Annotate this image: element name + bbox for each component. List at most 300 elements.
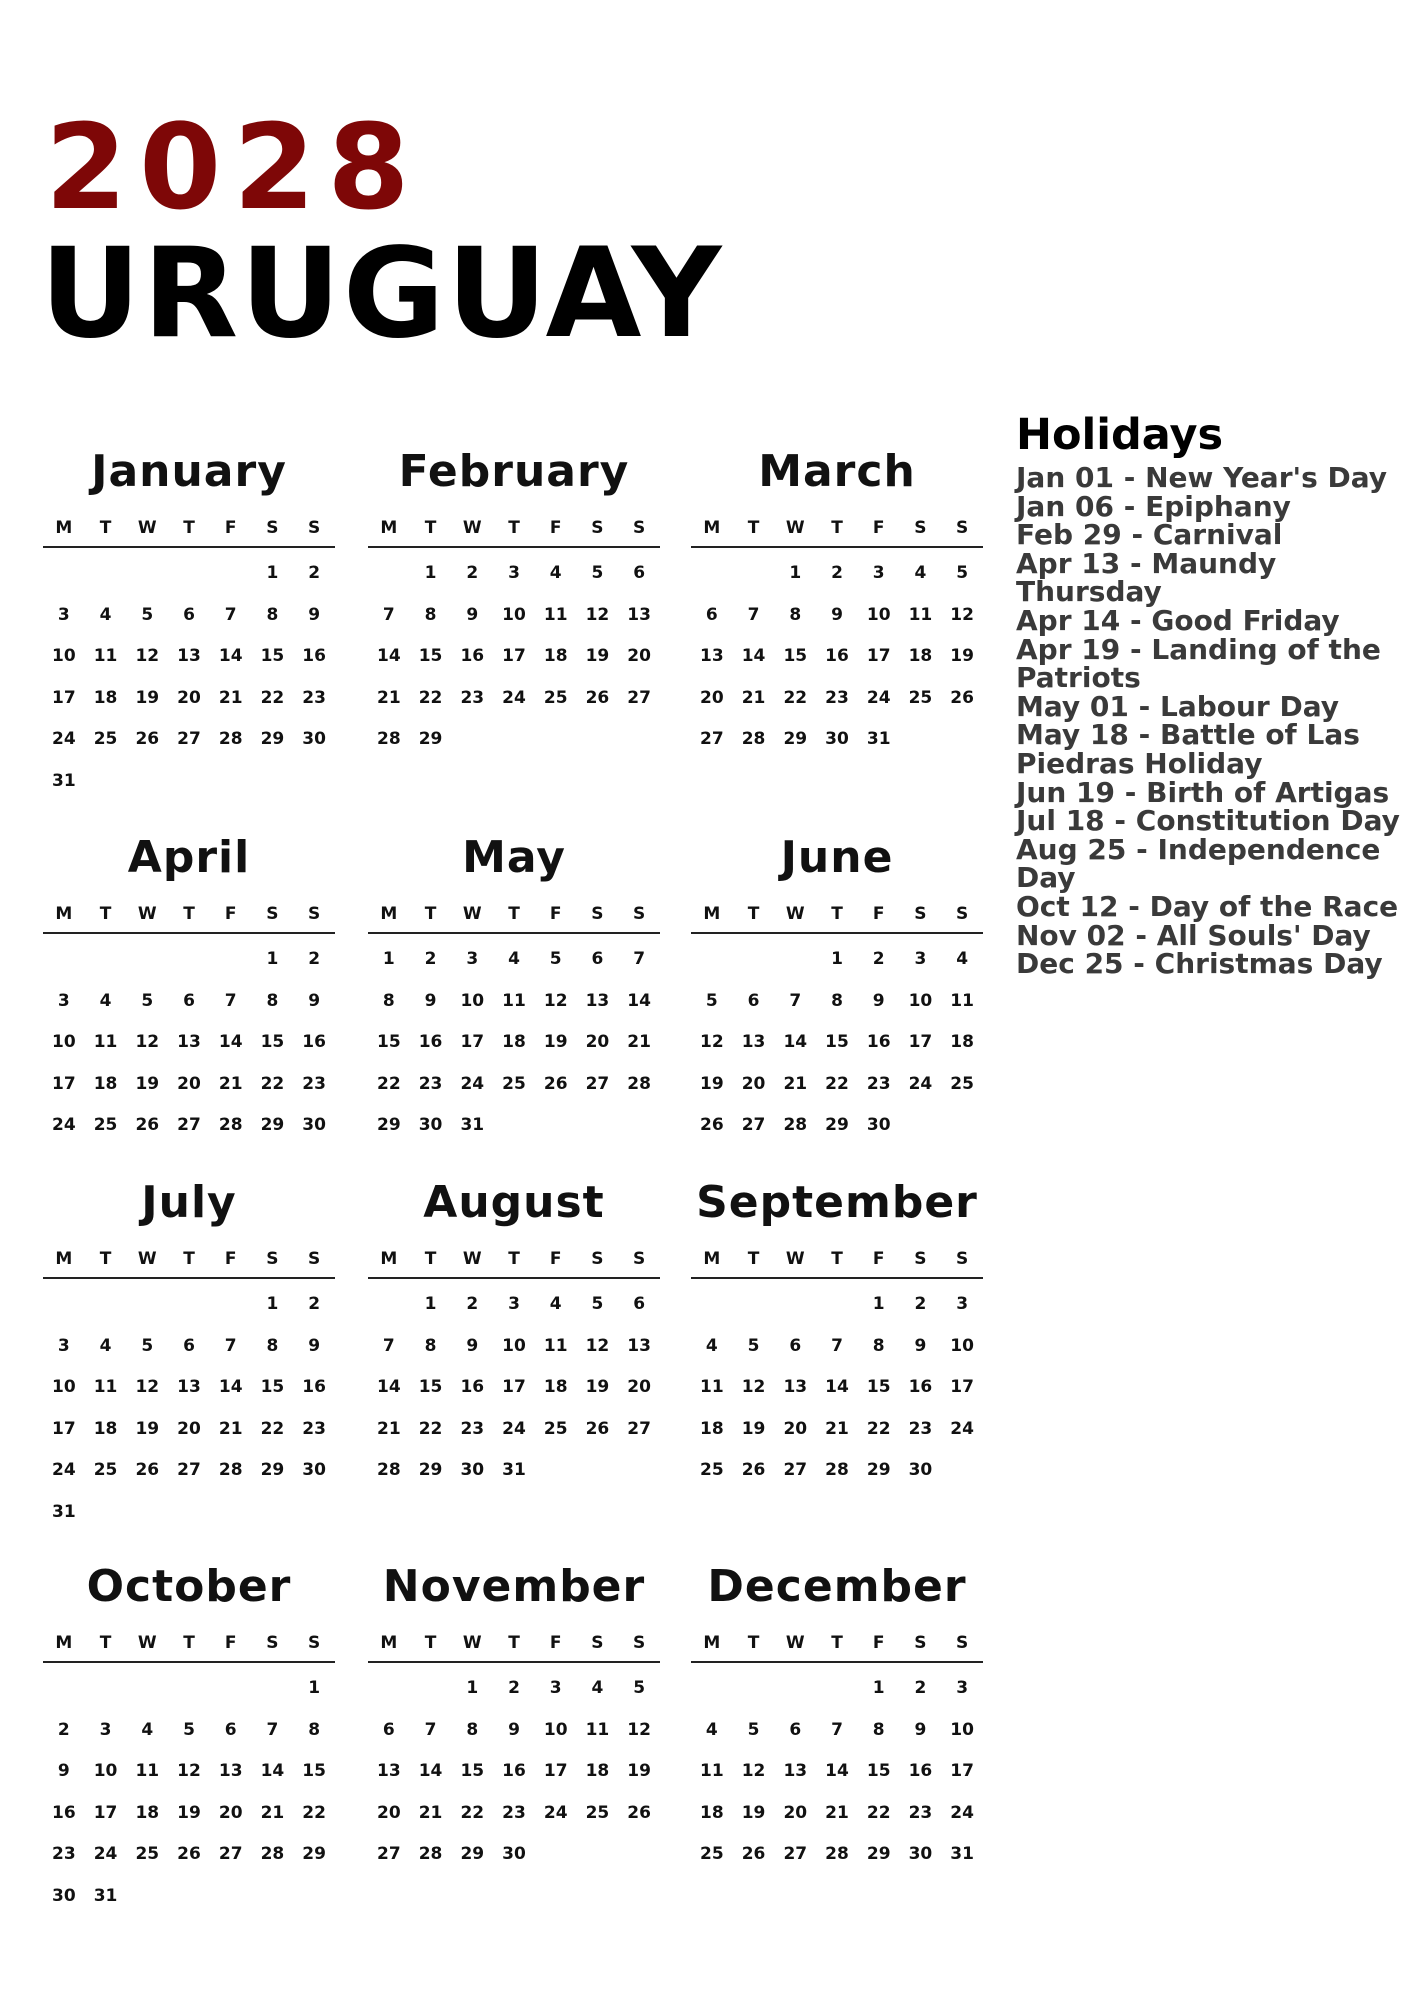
day-cell: 20 — [627, 1377, 651, 1397]
day-cell: 5 — [141, 990, 154, 1011]
weekday-label: S — [591, 1249, 604, 1269]
day-cell: 4 — [508, 949, 520, 969]
day-cell: 15 — [260, 646, 285, 666]
weekday-label: W — [462, 1633, 482, 1653]
day-cell: 21 — [825, 1418, 849, 1439]
day-cell: 9 — [308, 990, 321, 1011]
day-cell: 16 — [52, 1802, 76, 1823]
day-cell: 2 — [466, 563, 479, 583]
day-cell: 28 — [825, 1460, 849, 1480]
day-cell: 4 — [705, 1335, 718, 1356]
day-cell: 11 — [543, 604, 568, 625]
day-cell: 28 — [418, 1844, 443, 1864]
day-cell: 15 — [418, 1377, 443, 1397]
day-cell: 20 — [177, 687, 201, 708]
day-cell: 6 — [789, 1335, 802, 1356]
day-cell: 4 — [914, 563, 927, 583]
day-cell: 5 — [549, 949, 562, 969]
day-cell: 17 — [52, 1418, 76, 1439]
day-cell: 10 — [866, 604, 891, 625]
weekday-label: S — [266, 904, 279, 924]
holiday-item: Jul 18 - Constitution Day — [1016, 804, 1400, 838]
day-cell: 8 — [789, 604, 802, 625]
day-grid — [691, 1289, 983, 1497]
weekday-label: T — [99, 1633, 112, 1653]
day-cell: 20 — [741, 1073, 766, 1094]
weekday-label: W — [785, 904, 805, 924]
weekday-label: F — [549, 1249, 562, 1269]
weekday-label: W — [137, 1633, 157, 1653]
weekday-label: S — [308, 1633, 321, 1653]
day-cell: 12 — [135, 1032, 160, 1052]
day-cell: 1 — [382, 949, 395, 969]
weekday-label: T — [831, 904, 843, 924]
weekday-label: F — [224, 1633, 237, 1653]
day-grid — [368, 1673, 660, 1881]
day-cell: 20 — [700, 687, 724, 708]
day-cell: 2 — [466, 1294, 479, 1314]
day-cell: 11 — [93, 1032, 118, 1052]
day-cell: 24 — [52, 1115, 76, 1135]
calendar-year: 2028 — [45, 98, 422, 236]
day-cell: 29 — [260, 1460, 285, 1480]
day-cell: 13 — [177, 646, 201, 666]
day-cell: 24 — [52, 1460, 76, 1480]
day-cell: 30 — [418, 1115, 443, 1135]
day-cell: 26 — [741, 1460, 766, 1480]
weekday-label: S — [266, 1249, 279, 1269]
weekday-header — [691, 1629, 983, 1663]
day-cell: 22 — [418, 687, 443, 708]
weekday-header — [691, 514, 983, 548]
holiday-list — [1016, 461, 1406, 981]
day-grid — [368, 1289, 660, 1497]
day-cell: 5 — [705, 990, 718, 1011]
day-cell: 6 — [183, 1335, 195, 1356]
day-cell: 19 — [741, 1802, 766, 1823]
month-name: September — [696, 1177, 978, 1228]
day-cell: 26 — [177, 1844, 201, 1864]
weekday-label: W — [785, 1633, 805, 1653]
weekday-label: T — [831, 518, 843, 538]
month-name: March — [758, 446, 916, 497]
day-cell: 15 — [377, 1032, 401, 1052]
day-cell: 27 — [585, 1073, 610, 1094]
weekday-label: F — [224, 518, 237, 538]
day-cell: 23 — [302, 1073, 326, 1094]
weekday-label: T — [183, 518, 195, 538]
day-cell: 27 — [218, 1844, 243, 1864]
day-cell: 11 — [93, 1377, 118, 1397]
day-cell: 18 — [502, 1032, 526, 1052]
weekday-label: S — [956, 1633, 969, 1653]
day-cell: 3 — [57, 1335, 70, 1356]
day-cell: 25 — [543, 687, 568, 708]
day-cell: 30 — [908, 1844, 933, 1864]
day-cell: 20 — [218, 1802, 243, 1823]
day-cell: 29 — [418, 729, 443, 749]
weekday-label: T — [747, 1633, 760, 1653]
day-cell: 28 — [741, 729, 766, 749]
holidays-panel — [1016, 410, 1406, 979]
day-cell: 8 — [831, 990, 843, 1011]
weekday-label: S — [633, 518, 646, 538]
day-cell: 11 — [908, 604, 933, 625]
day-cell: 18 — [93, 1418, 118, 1439]
day-cell: 16 — [302, 1032, 326, 1052]
weekday-label: S — [633, 1633, 646, 1653]
day-cell: 9 — [466, 604, 479, 625]
day-cell: 14 — [418, 1761, 443, 1781]
day-cell: 13 — [783, 1761, 808, 1781]
day-cell: 7 — [831, 1719, 843, 1740]
day-cell: 20 — [783, 1802, 808, 1823]
weekday-label: M — [703, 1249, 721, 1269]
day-cell: 31 — [52, 770, 76, 791]
weekday-label: M — [55, 518, 73, 538]
day-cell: 12 — [627, 1719, 651, 1740]
weekday-label: M — [55, 904, 73, 924]
day-cell: 17 — [950, 1377, 974, 1397]
weekday-header — [368, 514, 660, 548]
day-cell: 11 — [950, 990, 974, 1011]
weekday-label: S — [591, 904, 604, 924]
day-cell: 19 — [135, 1418, 160, 1439]
weekday-label: T — [424, 1249, 437, 1269]
weekday-label: M — [380, 1249, 398, 1269]
day-cell: 22 — [418, 1418, 443, 1439]
month-name: February — [398, 446, 630, 497]
day-cell: 25 — [502, 1073, 526, 1094]
day-cell: 30 — [908, 1460, 933, 1480]
month-name: December — [707, 1561, 967, 1612]
day-cell: 29 — [783, 729, 808, 749]
day-grid — [368, 944, 660, 1152]
day-cell: 4 — [99, 990, 112, 1011]
weekday-label: T — [747, 1249, 760, 1269]
day-cell: 19 — [627, 1761, 651, 1781]
day-cell: 26 — [950, 687, 974, 708]
day-cell: 7 — [266, 1719, 279, 1740]
day-cell: 19 — [177, 1802, 201, 1823]
day-cell: 28 — [218, 729, 243, 749]
day-cell: 24 — [866, 687, 891, 708]
weekday-label: T — [831, 1633, 843, 1653]
weekday-label: T — [99, 1249, 112, 1269]
weekday-label: T — [99, 518, 112, 538]
day-cell: 2 — [424, 949, 437, 969]
day-cell: 18 — [135, 1802, 160, 1823]
day-cell: 6 — [747, 990, 760, 1011]
day-grid — [43, 1289, 335, 1538]
day-cell: 29 — [866, 1460, 891, 1480]
day-cell: 3 — [466, 949, 479, 969]
day-cell: 10 — [908, 990, 933, 1011]
day-cell: 1 — [424, 1294, 437, 1314]
day-cell: 1 — [872, 1294, 885, 1314]
day-cell: 25 — [135, 1844, 160, 1864]
day-cell: 9 — [308, 604, 321, 625]
day-cell: 11 — [585, 1719, 610, 1740]
day-cell: 8 — [266, 1335, 279, 1356]
day-cell: 29 — [418, 1460, 443, 1480]
day-cell: 29 — [260, 729, 285, 749]
weekday-label: W — [137, 904, 157, 924]
day-cell: 4 — [956, 949, 969, 969]
day-cell: 22 — [260, 1418, 285, 1439]
day-cell: 25 — [908, 687, 933, 708]
holiday-item: Dec 25 - Christmas Day — [1016, 947, 1383, 981]
day-cell: 4 — [99, 1335, 112, 1356]
day-cell: 8 — [382, 990, 395, 1011]
day-cell: 24 — [543, 1802, 568, 1823]
weekday-label: F — [872, 1249, 885, 1269]
day-cell: 19 — [700, 1073, 724, 1094]
weekday-label: S — [633, 1249, 646, 1269]
day-cell: 18 — [93, 687, 118, 708]
day-cell: 6 — [591, 949, 604, 969]
day-grid — [43, 1673, 335, 1922]
day-cell: 27 — [177, 729, 201, 749]
day-cell: 18 — [585, 1761, 610, 1781]
weekday-label: T — [183, 1633, 195, 1653]
day-cell: 6 — [183, 604, 195, 625]
day-cell: 13 — [700, 646, 724, 666]
day-cell: 18 — [908, 646, 933, 666]
weekday-label: M — [703, 518, 721, 538]
day-cell: 26 — [627, 1802, 651, 1823]
weekday-label: T — [508, 1633, 520, 1653]
day-cell: 24 — [93, 1844, 118, 1864]
day-cell: 21 — [627, 1032, 651, 1052]
day-cell: 15 — [866, 1377, 891, 1397]
holiday-item: Apr 13 - Maundy Thursday — [1016, 546, 1277, 609]
day-cell: 7 — [424, 1719, 437, 1740]
day-cell: 4 — [549, 1294, 562, 1314]
day-cell: 18 — [700, 1802, 724, 1823]
holiday-item: May 01 - Labour Day — [1016, 689, 1340, 723]
weekday-label: W — [137, 1249, 157, 1269]
weekday-label: W — [137, 518, 157, 538]
day-cell: 7 — [831, 1335, 843, 1356]
weekday-header — [368, 1245, 660, 1279]
day-cell: 10 — [543, 1719, 568, 1740]
day-cell: 22 — [866, 1802, 891, 1823]
day-grid — [691, 558, 983, 766]
day-cell: 4 — [705, 1719, 718, 1740]
day-cell: 18 — [93, 1073, 118, 1094]
day-cell: 14 — [260, 1761, 285, 1781]
weekday-label: W — [462, 1249, 482, 1269]
day-cell: 17 — [502, 646, 526, 666]
day-cell: 5 — [591, 1294, 604, 1314]
day-cell: 10 — [502, 1335, 526, 1356]
month-name: November — [382, 1561, 646, 1612]
day-cell: 22 — [783, 687, 808, 708]
weekday-label: S — [956, 904, 969, 924]
day-cell: 21 — [783, 1073, 808, 1094]
day-cell: 25 — [585, 1802, 610, 1823]
day-cell: 30 — [302, 1115, 326, 1135]
day-cell: 21 — [418, 1802, 443, 1823]
day-cell: 13 — [741, 1032, 766, 1052]
day-cell: 3 — [57, 990, 70, 1011]
day-cell: 20 — [377, 1802, 401, 1823]
month-name: April — [127, 832, 251, 883]
weekday-label: S — [914, 1249, 927, 1269]
day-cell: 23 — [302, 687, 326, 708]
weekday-label: S — [914, 904, 927, 924]
day-cell: 29 — [825, 1115, 849, 1135]
day-cell: 26 — [135, 729, 160, 749]
day-cell: 10 — [950, 1335, 974, 1356]
day-cell: 16 — [502, 1761, 526, 1781]
day-cell: 22 — [260, 687, 285, 708]
day-cell: 6 — [224, 1719, 237, 1740]
day-cell: 9 — [466, 1335, 479, 1356]
day-cell: 15 — [460, 1761, 485, 1781]
day-cell: 17 — [908, 1032, 933, 1052]
day-cell: 15 — [260, 1377, 285, 1397]
day-cell: 16 — [418, 1032, 443, 1052]
day-cell: 17 — [950, 1761, 974, 1781]
day-cell: 26 — [741, 1844, 766, 1864]
weekday-label: F — [549, 904, 562, 924]
day-cell: 30 — [502, 1844, 526, 1864]
day-cell: 12 — [741, 1377, 766, 1397]
day-cell: 12 — [543, 990, 568, 1011]
day-cell: 10 — [460, 990, 485, 1011]
day-cell: 24 — [52, 729, 76, 749]
day-cell: 24 — [460, 1073, 485, 1094]
day-cell: 29 — [302, 1844, 326, 1864]
day-cell: 28 — [377, 1460, 401, 1480]
day-cell: 23 — [502, 1802, 526, 1823]
day-cell: 23 — [908, 1418, 933, 1439]
day-cell: 8 — [872, 1335, 885, 1356]
day-cell: 25 — [93, 1460, 118, 1480]
day-cell: 23 — [908, 1802, 933, 1823]
day-cell: 3 — [99, 1719, 112, 1740]
day-cell: 22 — [260, 1073, 285, 1094]
day-cell: 9 — [308, 1335, 321, 1356]
day-cell: 27 — [377, 1844, 401, 1864]
day-cell: 20 — [585, 1032, 610, 1052]
day-cell: 2 — [914, 1678, 927, 1698]
day-cell: 17 — [460, 1032, 485, 1052]
day-cell: 28 — [783, 1115, 808, 1135]
weekday-label: W — [785, 518, 805, 538]
weekday-label: S — [308, 904, 321, 924]
holiday-item: Feb 29 - Carnival — [1016, 518, 1283, 552]
day-cell: 6 — [382, 1719, 395, 1740]
holiday-item: Jan 06 - Epiphany — [1016, 489, 1291, 523]
day-cell: 9 — [914, 1335, 927, 1356]
day-cell: 16 — [908, 1761, 933, 1781]
day-cell: 21 — [260, 1802, 285, 1823]
day-cell: 26 — [585, 1418, 610, 1439]
day-cell: 13 — [377, 1761, 401, 1781]
day-cell: 5 — [141, 604, 154, 625]
day-cell: 6 — [789, 1719, 802, 1740]
day-cell: 12 — [950, 604, 974, 625]
day-cell: 12 — [135, 1377, 160, 1397]
day-cell: 14 — [741, 646, 766, 666]
day-cell: 16 — [302, 1377, 326, 1397]
day-cell: 3 — [956, 1678, 969, 1698]
day-cell: 28 — [825, 1844, 849, 1864]
day-cell: 15 — [260, 1032, 285, 1052]
weekday-label: T — [99, 904, 112, 924]
day-cell: 7 — [633, 949, 646, 969]
weekday-label: T — [424, 518, 437, 538]
day-cell: 22 — [866, 1418, 891, 1439]
day-cell: 8 — [872, 1719, 885, 1740]
day-cell: 7 — [224, 1335, 237, 1356]
weekday-label: F — [224, 1249, 237, 1269]
day-cell: 5 — [747, 1335, 760, 1356]
day-cell: 13 — [783, 1377, 808, 1397]
day-cell: 3 — [914, 949, 927, 969]
day-cell: 6 — [705, 604, 718, 625]
month-name: August — [423, 1177, 605, 1228]
day-cell: 7 — [789, 990, 802, 1011]
day-cell: 20 — [177, 1073, 201, 1094]
day-cell: 9 — [872, 990, 885, 1011]
weekday-label: W — [785, 1249, 805, 1269]
holiday-item: Aug 25 - Independence Day — [1016, 832, 1381, 895]
day-cell: 11 — [543, 1335, 568, 1356]
weekday-label: S — [633, 904, 646, 924]
day-cell: 30 — [460, 1460, 485, 1480]
day-grid — [368, 558, 660, 766]
day-cell: 9 — [424, 990, 437, 1011]
weekday-label: T — [831, 1249, 843, 1269]
weekday-label: S — [591, 518, 604, 538]
day-cell: 3 — [549, 1678, 562, 1698]
day-cell: 1 — [308, 1678, 321, 1698]
day-cell: 15 — [783, 646, 808, 666]
day-cell: 27 — [783, 1844, 808, 1864]
day-cell: 13 — [177, 1377, 201, 1397]
day-cell: 14 — [783, 1032, 808, 1052]
day-cell: 20 — [177, 1418, 201, 1439]
day-cell: 29 — [460, 1844, 485, 1864]
weekday-label: M — [380, 518, 398, 538]
weekday-label: S — [914, 1633, 927, 1653]
weekday-header — [368, 900, 660, 934]
day-cell: 16 — [460, 1377, 485, 1397]
weekday-label: T — [508, 904, 520, 924]
weekday-header — [43, 900, 335, 934]
day-cell: 21 — [377, 687, 401, 708]
day-cell: 31 — [866, 729, 891, 749]
day-cell: 19 — [135, 687, 160, 708]
day-cell: 1 — [831, 949, 843, 969]
day-cell: 18 — [543, 1377, 568, 1397]
day-cell: 26 — [700, 1115, 724, 1135]
day-cell: 4 — [99, 604, 112, 625]
weekday-label: W — [462, 904, 482, 924]
day-cell: 21 — [741, 687, 766, 708]
day-cell: 29 — [377, 1115, 401, 1135]
day-cell: 12 — [700, 1032, 724, 1052]
day-cell: 25 — [93, 729, 118, 749]
day-cell: 25 — [700, 1844, 724, 1864]
day-cell: 15 — [825, 1032, 849, 1052]
weekday-label: F — [549, 518, 562, 538]
day-cell: 2 — [508, 1678, 520, 1698]
